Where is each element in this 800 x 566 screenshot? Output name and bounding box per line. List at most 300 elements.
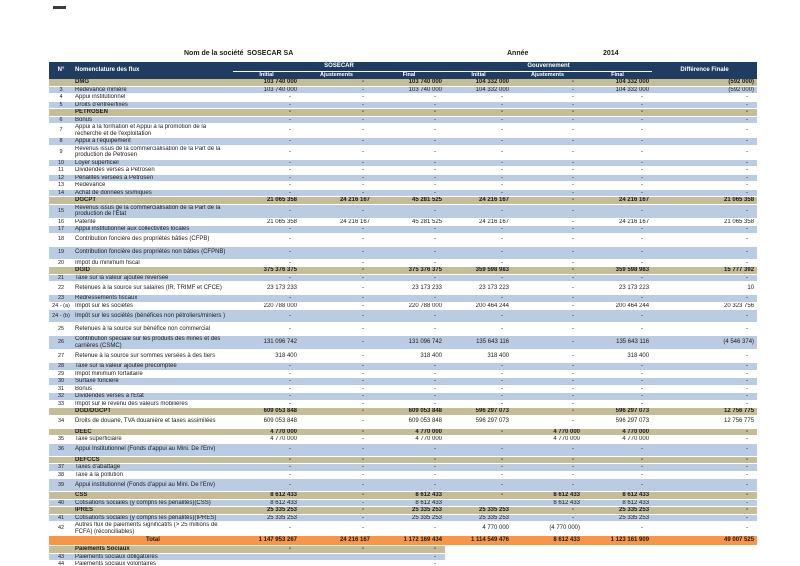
col-header-gouv-initial: Initial bbox=[445, 72, 512, 80]
cell-value: 23 173 223 bbox=[583, 282, 652, 295]
cell-no: 14 bbox=[49, 189, 73, 197]
cell-value: 8 612 433 bbox=[373, 499, 445, 507]
cell-value: - bbox=[583, 159, 652, 167]
cell-value: - bbox=[512, 233, 583, 246]
table-row bbox=[49, 378, 757, 386]
col-group-gouvernement: Gouvernement bbox=[445, 62, 652, 72]
cell-value: - bbox=[583, 323, 652, 336]
cell-value: - bbox=[300, 302, 373, 310]
cell-value: 8 612 433 bbox=[583, 499, 652, 507]
cell-value: - bbox=[373, 561, 445, 566]
cell-value: - bbox=[373, 443, 445, 456]
cell-value: - bbox=[445, 370, 512, 378]
cell-value: - bbox=[373, 310, 445, 323]
cell-value: - bbox=[512, 370, 583, 378]
cell-value bbox=[445, 546, 512, 554]
cell-value: - bbox=[233, 393, 300, 401]
section-row bbox=[49, 507, 757, 515]
cell-label: Impôt sur les sociétés (bénéfices non pétroliers/miniers ) bbox=[73, 310, 233, 323]
cell-value: 359 598 983 bbox=[583, 267, 652, 275]
table-row bbox=[49, 522, 757, 536]
cell-value: - bbox=[652, 174, 757, 182]
cell-value: 220 788 000 bbox=[233, 302, 300, 310]
cell-value: - bbox=[445, 393, 512, 401]
cell-value: - bbox=[373, 546, 445, 554]
cell-no: 35 bbox=[49, 436, 73, 444]
cell-value: 8 612 433 bbox=[512, 499, 583, 507]
cell-value: - bbox=[373, 109, 445, 117]
reconciliation-table bbox=[49, 62, 757, 566]
cell-value: - bbox=[233, 226, 300, 234]
cell-value: 20 323 756 bbox=[652, 302, 757, 310]
cell-value: - bbox=[512, 259, 583, 267]
cell-value: - bbox=[512, 363, 583, 371]
cell-value: - bbox=[445, 492, 512, 500]
cell-value: 24 216 167 bbox=[445, 197, 512, 205]
cell-value: - bbox=[583, 393, 652, 401]
cell-value: - bbox=[583, 109, 652, 117]
cell-value: - bbox=[445, 204, 512, 218]
cell-value: - bbox=[373, 553, 445, 561]
table-row bbox=[49, 282, 757, 295]
cell-label: Bonus bbox=[73, 116, 233, 124]
cell-value: - bbox=[233, 378, 300, 386]
cell-label: Retenues à la source sur bénéfice non commercial bbox=[73, 323, 233, 336]
cell-value: - bbox=[373, 226, 445, 234]
cell-value: - bbox=[233, 385, 300, 393]
cell-no: 15 bbox=[49, 204, 73, 218]
cell-value: - bbox=[300, 267, 373, 275]
cell-no: 8 bbox=[49, 138, 73, 146]
cell-value: 131 096 742 bbox=[373, 336, 445, 350]
cell-value: - bbox=[445, 385, 512, 393]
cell-value: - bbox=[373, 204, 445, 218]
cell-label: Cotisations sociales (y compris les pénalités)(IPRES) bbox=[73, 514, 233, 522]
cell-value: - bbox=[233, 159, 300, 167]
cell-value: 4 770 000 bbox=[583, 428, 652, 436]
cell-value: - bbox=[652, 464, 757, 472]
cell-label: Redevance bbox=[73, 182, 233, 190]
cell-value: - bbox=[445, 479, 512, 492]
cell-value: - bbox=[652, 274, 757, 282]
cell-value: - bbox=[583, 182, 652, 190]
section-row bbox=[49, 79, 757, 86]
cell-value: 45 281 525 bbox=[373, 197, 445, 205]
cell-value: - bbox=[652, 204, 757, 218]
cell-label: Achat de données sismiques bbox=[73, 189, 233, 197]
cell-value: - bbox=[652, 499, 757, 507]
cell-label: Taxe sur la valeur ajoutée reversée bbox=[73, 274, 233, 282]
cell-value: - bbox=[233, 182, 300, 190]
cell-value: 1 147 953 267 bbox=[233, 536, 300, 546]
table-row bbox=[49, 94, 757, 102]
cell-value: - bbox=[233, 363, 300, 371]
cell-no: 24 - (a) bbox=[49, 302, 73, 310]
cell-no: 37 bbox=[49, 464, 73, 472]
cell-value: - bbox=[373, 378, 445, 386]
cell-value: - bbox=[583, 116, 652, 124]
cell-value: - bbox=[300, 428, 373, 436]
cell-value: 318 400 bbox=[373, 350, 445, 363]
cell-no: 6 bbox=[49, 116, 73, 124]
cell-value: - bbox=[652, 350, 757, 363]
table-row bbox=[49, 145, 757, 159]
cell-value: - bbox=[445, 274, 512, 282]
cell-value: - bbox=[583, 204, 652, 218]
cell-value: - bbox=[445, 400, 512, 408]
cell-value: - bbox=[445, 174, 512, 182]
cell-value: - bbox=[652, 378, 757, 386]
cell-value bbox=[583, 546, 652, 554]
table-row bbox=[49, 174, 757, 182]
cell-value: (592 000) bbox=[652, 79, 757, 86]
table-row bbox=[49, 443, 757, 456]
cell-value: - bbox=[583, 94, 652, 102]
cell-value: 21 065 358 bbox=[652, 197, 757, 205]
table-row bbox=[49, 189, 757, 197]
total-row bbox=[49, 536, 757, 546]
cell-value: - bbox=[300, 109, 373, 117]
col-header-sosecar-final: Final bbox=[373, 72, 445, 80]
cell-value: - bbox=[373, 182, 445, 190]
cell-value: - bbox=[445, 295, 512, 303]
cell-value: - bbox=[512, 116, 583, 124]
cell-value: - bbox=[233, 233, 300, 246]
cell-value: - bbox=[652, 124, 757, 138]
cell-value: 10 bbox=[652, 282, 757, 295]
cell-no: 30 bbox=[49, 378, 73, 386]
table-row bbox=[49, 323, 757, 336]
table-row bbox=[49, 400, 757, 408]
cell-value: - bbox=[652, 310, 757, 323]
cell-value: - bbox=[300, 282, 373, 295]
cell-value: - bbox=[300, 464, 373, 472]
cell-value bbox=[300, 561, 373, 566]
header-row-groups bbox=[49, 62, 757, 72]
cell-value: 24 216 167 bbox=[583, 218, 652, 226]
cell-no: 39 bbox=[49, 479, 73, 492]
cell-value: - bbox=[652, 233, 757, 246]
cell-value: - bbox=[512, 282, 583, 295]
cell-value: 23 173 233 bbox=[373, 282, 445, 295]
cell-value: - bbox=[652, 226, 757, 234]
table-row bbox=[49, 295, 757, 303]
cell-value: - bbox=[512, 408, 583, 416]
cell-value: - bbox=[300, 456, 373, 464]
cell-value: - bbox=[233, 109, 300, 117]
cell-value: - bbox=[300, 295, 373, 303]
cell-label: Redevance minière bbox=[73, 86, 233, 94]
cell-value: - bbox=[512, 456, 583, 464]
cell-no: 34 bbox=[49, 415, 73, 428]
cell-value: - bbox=[233, 310, 300, 323]
table-row bbox=[49, 415, 757, 428]
cell-value: - bbox=[233, 546, 300, 554]
cell-value: - bbox=[373, 274, 445, 282]
table-row bbox=[49, 514, 757, 522]
cell-value: - bbox=[652, 246, 757, 259]
cell-value: - bbox=[300, 259, 373, 267]
cell-value: - bbox=[512, 350, 583, 363]
cell-value: - bbox=[373, 471, 445, 479]
cell-value: - bbox=[583, 167, 652, 175]
cell-value: - bbox=[300, 174, 373, 182]
cell-label: Appui institutionnel bbox=[73, 94, 233, 102]
cell-value: - bbox=[373, 295, 445, 303]
cell-no: 12 bbox=[49, 174, 73, 182]
cell-label: Autres flux de paiements significatifs (> 25 millions de FCFA) (réconciliables) bbox=[73, 522, 233, 536]
section-row bbox=[49, 267, 757, 275]
cell-no: 21 bbox=[49, 274, 73, 282]
table-row bbox=[49, 138, 757, 146]
cell-value: - bbox=[300, 159, 373, 167]
cell-value: 318 400 bbox=[583, 350, 652, 363]
cell-value bbox=[583, 553, 652, 561]
cell-value: - bbox=[233, 94, 300, 102]
cell-label: PETROSEN bbox=[73, 109, 233, 117]
cell-value: 25 335 253 bbox=[445, 514, 512, 522]
cell-value: - bbox=[583, 138, 652, 146]
cell-value: - bbox=[300, 189, 373, 197]
cell-value: - bbox=[373, 124, 445, 138]
table-row bbox=[49, 86, 757, 94]
cell-value: - bbox=[512, 94, 583, 102]
cell-value: 8 612 433 bbox=[233, 492, 300, 500]
cell-label: Impôt du minimum fiscal bbox=[73, 259, 233, 267]
table-row bbox=[49, 218, 757, 226]
cell-value: - bbox=[652, 94, 757, 102]
cell-value: - bbox=[233, 116, 300, 124]
cell-value: 4 770 000 bbox=[233, 436, 300, 444]
col-header-nomenclature: Nomenclature des flux bbox=[73, 62, 233, 79]
cell-value: - bbox=[300, 546, 373, 554]
cell-value: 609 053 848 bbox=[373, 415, 445, 428]
cell-no: 16 bbox=[49, 218, 73, 226]
cell-value: - bbox=[583, 479, 652, 492]
cell-value: - bbox=[445, 145, 512, 159]
cell-value: - bbox=[373, 363, 445, 371]
cell-value: - bbox=[512, 400, 583, 408]
cell-value: - bbox=[373, 189, 445, 197]
cell-label: Paiements Sociaux bbox=[73, 546, 233, 554]
cell-value bbox=[445, 553, 512, 561]
cell-value: - bbox=[373, 259, 445, 267]
cell-value: - bbox=[373, 393, 445, 401]
cell-label: DGCPT bbox=[73, 197, 233, 205]
cell-value: - bbox=[300, 246, 373, 259]
cell-value: 318 400 bbox=[233, 350, 300, 363]
cell-value: - bbox=[512, 471, 583, 479]
cell-value: 21 065 358 bbox=[652, 218, 757, 226]
cell-label: Taxe à la pollution bbox=[73, 471, 233, 479]
table-row bbox=[49, 336, 757, 350]
section-row bbox=[49, 492, 757, 500]
cell-no: 18 bbox=[49, 233, 73, 246]
cell-value: - bbox=[583, 246, 652, 259]
cell-no: 7 bbox=[49, 124, 73, 138]
cell-label: Surtaxe foncière bbox=[73, 378, 233, 386]
cell-value: - bbox=[233, 259, 300, 267]
table-header bbox=[49, 62, 757, 79]
cell-value bbox=[445, 499, 512, 507]
cell-value: - bbox=[445, 159, 512, 167]
cell-value: 4 770 000 bbox=[583, 436, 652, 444]
cell-value: - bbox=[583, 189, 652, 197]
cell-no bbox=[49, 408, 73, 416]
cell-no: 4 bbox=[49, 94, 73, 102]
table-row bbox=[49, 302, 757, 310]
cell-value: - bbox=[300, 274, 373, 282]
cell-value: - bbox=[373, 400, 445, 408]
cell-value: 8 612 433 bbox=[233, 499, 300, 507]
cell-value: - bbox=[512, 226, 583, 234]
table-row bbox=[49, 350, 757, 363]
cell-value: 8 612 433 bbox=[583, 492, 652, 500]
cell-label: Retenues à la source sur salaires (IR, TRIMF et CFCE) bbox=[73, 282, 233, 295]
cell-label: Patente bbox=[73, 218, 233, 226]
cell-value: - bbox=[512, 464, 583, 472]
cell-value: - bbox=[300, 226, 373, 234]
cell-value: - bbox=[512, 336, 583, 350]
cell-value: 12 756 775 bbox=[652, 408, 757, 416]
cell-value: 23 173 233 bbox=[233, 282, 300, 295]
cell-value: - bbox=[583, 226, 652, 234]
cell-value: - bbox=[445, 94, 512, 102]
cell-value: - bbox=[445, 226, 512, 234]
cell-value: - bbox=[300, 415, 373, 428]
cell-value: - bbox=[512, 507, 583, 515]
cell-value: - bbox=[652, 363, 757, 371]
cell-label: Contribution foncière des propriétés non bâties (CFPNB) bbox=[73, 246, 233, 259]
table-row bbox=[49, 370, 757, 378]
cell-value: 103 740 000 bbox=[233, 79, 300, 86]
col-group-sosecar: SOSECAR bbox=[233, 62, 445, 72]
cell-value bbox=[512, 553, 583, 561]
cell-value: - bbox=[512, 479, 583, 492]
table-row bbox=[49, 226, 757, 234]
year-label: Année bbox=[507, 50, 529, 57]
table-row bbox=[49, 124, 757, 138]
cell-value: - bbox=[445, 189, 512, 197]
cell-value: - bbox=[583, 310, 652, 323]
cell-value: - bbox=[512, 310, 583, 323]
cell-value: - bbox=[512, 124, 583, 138]
cell-label: Taxes d'abattage bbox=[73, 464, 233, 472]
cell-value: - bbox=[300, 479, 373, 492]
cell-value: - bbox=[300, 385, 373, 393]
cell-value: 4 770 000 bbox=[233, 428, 300, 436]
table-row bbox=[49, 116, 757, 124]
cell-value: 104 332 000 bbox=[445, 79, 512, 86]
cell-value: - bbox=[300, 86, 373, 94]
cell-label: Paiements sociaux volontaires bbox=[73, 561, 233, 566]
cell-value: - bbox=[300, 310, 373, 323]
cell-value bbox=[512, 546, 583, 554]
cell-value: (592 000) bbox=[652, 86, 757, 94]
cell-value: 609 053 848 bbox=[373, 408, 445, 416]
cell-value: - bbox=[583, 378, 652, 386]
cell-label: Droits de douane, TVA douanière et taxes assimilées bbox=[73, 415, 233, 428]
cell-value: 1 114 549 476 bbox=[445, 536, 512, 546]
cell-value: 24 216 167 bbox=[300, 218, 373, 226]
cell-value: 609 053 848 bbox=[233, 408, 300, 416]
cell-value: (4 770 000) bbox=[512, 522, 583, 536]
section-row bbox=[49, 546, 757, 554]
cell-value: - bbox=[652, 443, 757, 456]
cell-value: - bbox=[373, 174, 445, 182]
cell-value: - bbox=[583, 456, 652, 464]
cell-value: - bbox=[652, 370, 757, 378]
col-header-gouv-ajustements: Ajustements bbox=[512, 72, 583, 80]
cell-value: - bbox=[445, 310, 512, 323]
cell-value: 21 065 358 bbox=[233, 218, 300, 226]
cell-value: 25 335 253 bbox=[373, 514, 445, 522]
cell-value: - bbox=[652, 514, 757, 522]
cell-no: 29 bbox=[49, 370, 73, 378]
cell-value: - bbox=[652, 138, 757, 146]
cell-value: - bbox=[512, 86, 583, 94]
cell-value: - bbox=[652, 492, 757, 500]
cell-value: - bbox=[652, 167, 757, 175]
col-header-difference-finale: Différence Finale bbox=[652, 62, 757, 79]
page-artifact-dash bbox=[53, 6, 66, 9]
cell-value bbox=[445, 436, 512, 444]
cell-value: - bbox=[445, 182, 512, 190]
cell-no bbox=[49, 197, 73, 205]
cell-value: 220 788 000 bbox=[373, 302, 445, 310]
cell-value: - bbox=[300, 471, 373, 479]
cell-value: - bbox=[300, 507, 373, 515]
cell-value: 25 335 253 bbox=[373, 507, 445, 515]
cell-value: - bbox=[445, 167, 512, 175]
cell-value: - bbox=[583, 522, 652, 536]
cell-no: 19 bbox=[49, 246, 73, 259]
cell-value: 609 053 848 bbox=[233, 415, 300, 428]
cell-value: - bbox=[512, 101, 583, 109]
cell-value: - bbox=[512, 267, 583, 275]
cell-value: - bbox=[373, 101, 445, 109]
cell-value: 104 332 000 bbox=[445, 86, 512, 94]
cell-value: - bbox=[445, 378, 512, 386]
cell-value: - bbox=[512, 378, 583, 386]
cell-value: 24 216 167 bbox=[300, 536, 373, 546]
cell-label: Pénalités versées à Petrosen bbox=[73, 174, 233, 182]
table-row bbox=[49, 259, 757, 267]
cell-label: Revenus issus de la commercialisation de la Part de la production de l'État bbox=[73, 204, 233, 218]
cell-value: - bbox=[233, 522, 300, 536]
table-body bbox=[49, 79, 757, 566]
cell-value: 24 216 167 bbox=[445, 218, 512, 226]
cell-label: Impôt sur les sociétés bbox=[73, 302, 233, 310]
cell-value: - bbox=[300, 436, 373, 444]
cell-value: - bbox=[373, 456, 445, 464]
cell-value: 104 332 000 bbox=[583, 79, 652, 86]
cell-value: - bbox=[445, 428, 512, 436]
cell-label: Revenus issus de la commercialisation de la Part de la production de Petrosen bbox=[73, 145, 233, 159]
section-row bbox=[49, 197, 757, 205]
cell-no bbox=[49, 536, 73, 546]
cell-value: - bbox=[300, 204, 373, 218]
cell-value: 23 173 223 bbox=[445, 282, 512, 295]
cell-value: - bbox=[373, 522, 445, 536]
cell-value: - bbox=[445, 116, 512, 124]
cell-value: - bbox=[583, 101, 652, 109]
cell-value: - bbox=[445, 443, 512, 456]
cell-value: - bbox=[512, 159, 583, 167]
cell-no bbox=[49, 79, 73, 86]
cell-value: - bbox=[373, 138, 445, 146]
cell-value: - bbox=[512, 109, 583, 117]
